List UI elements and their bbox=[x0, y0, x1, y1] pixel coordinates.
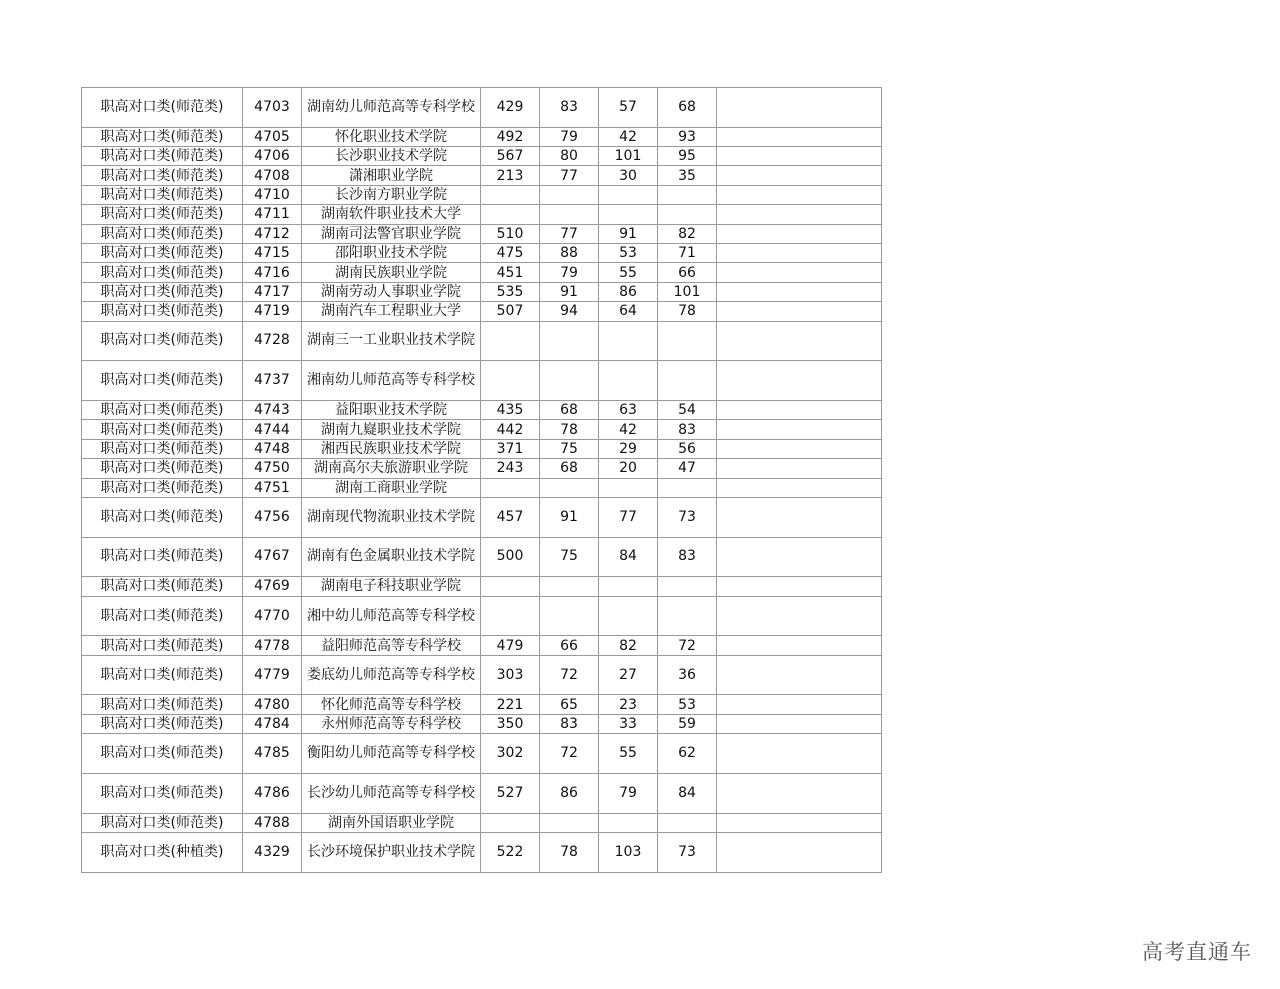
empty-cell bbox=[717, 88, 882, 128]
code-cell: 4748 bbox=[243, 439, 302, 458]
school-cell: 湖南汽车工程职业大学 bbox=[302, 302, 481, 321]
value-cell-3: 84 bbox=[599, 537, 658, 577]
value-cell-1: 302 bbox=[481, 734, 540, 774]
empty-cell bbox=[717, 478, 882, 497]
school-cell: 长沙职业技术学院 bbox=[302, 147, 481, 166]
category-cell: 职高对口类(师范类) bbox=[82, 224, 243, 243]
value-cell-1: 527 bbox=[481, 773, 540, 813]
value-cell-2 bbox=[540, 185, 599, 204]
table-row bbox=[82, 244, 882, 263]
value-cell-2: 79 bbox=[540, 127, 599, 146]
value-cell-2 bbox=[540, 596, 599, 636]
value-cell-3: 63 bbox=[599, 400, 658, 419]
value-cell-4: 73 bbox=[658, 833, 717, 873]
value-cell-2 bbox=[540, 205, 599, 224]
value-cell-3: 55 bbox=[599, 263, 658, 282]
school-cell: 娄底幼儿师范高等专科学校 bbox=[302, 655, 481, 695]
table-row bbox=[82, 813, 882, 832]
value-cell-3 bbox=[599, 478, 658, 497]
value-cell-3: 33 bbox=[599, 714, 658, 733]
code-cell: 4719 bbox=[243, 302, 302, 321]
table-row bbox=[82, 833, 882, 873]
code-cell: 4737 bbox=[243, 361, 302, 401]
value-cell-3: 64 bbox=[599, 302, 658, 321]
value-cell-3: 20 bbox=[599, 459, 658, 478]
code-cell: 4743 bbox=[243, 400, 302, 419]
code-cell: 4785 bbox=[243, 734, 302, 774]
empty-cell bbox=[717, 734, 882, 774]
value-cell-3: 42 bbox=[599, 420, 658, 439]
value-cell-2: 68 bbox=[540, 459, 599, 478]
value-cell-3: 23 bbox=[599, 695, 658, 714]
table-row bbox=[82, 205, 882, 224]
table-row bbox=[82, 147, 882, 166]
table-row bbox=[82, 127, 882, 146]
code-cell: 4715 bbox=[243, 244, 302, 263]
table-row bbox=[82, 439, 882, 458]
value-cell-4: 71 bbox=[658, 244, 717, 263]
value-cell-1 bbox=[481, 361, 540, 401]
value-cell-2 bbox=[540, 813, 599, 832]
empty-cell bbox=[717, 185, 882, 204]
table-row bbox=[82, 302, 882, 321]
value-cell-4: 95 bbox=[658, 147, 717, 166]
value-cell-1: 429 bbox=[481, 88, 540, 128]
value-cell-1 bbox=[481, 577, 540, 596]
table-row bbox=[82, 459, 882, 478]
value-cell-2: 91 bbox=[540, 282, 599, 301]
value-cell-1: 442 bbox=[481, 420, 540, 439]
value-cell-4 bbox=[658, 596, 717, 636]
code-cell: 4770 bbox=[243, 596, 302, 636]
value-cell-2: 78 bbox=[540, 833, 599, 873]
table-row bbox=[82, 400, 882, 419]
category-cell: 职高对口类(师范类) bbox=[82, 205, 243, 224]
value-cell-3: 55 bbox=[599, 734, 658, 774]
code-cell: 4778 bbox=[243, 636, 302, 655]
code-cell: 4705 bbox=[243, 127, 302, 146]
value-cell-1 bbox=[481, 813, 540, 832]
value-cell-4: 78 bbox=[658, 302, 717, 321]
code-cell: 4744 bbox=[243, 420, 302, 439]
empty-cell bbox=[717, 636, 882, 655]
empty-cell bbox=[717, 459, 882, 478]
category-cell: 职高对口类(师范类) bbox=[82, 127, 243, 146]
empty-cell bbox=[717, 166, 882, 185]
code-cell: 4710 bbox=[243, 185, 302, 204]
code-cell: 4780 bbox=[243, 695, 302, 714]
table-row bbox=[82, 478, 882, 497]
value-cell-3 bbox=[599, 321, 658, 361]
category-cell: 职高对口类(师范类) bbox=[82, 302, 243, 321]
category-cell: 职高对口类(师范类) bbox=[82, 361, 243, 401]
category-cell: 职高对口类(师范类) bbox=[82, 282, 243, 301]
empty-cell bbox=[717, 302, 882, 321]
empty-cell bbox=[717, 655, 882, 695]
value-cell-4 bbox=[658, 321, 717, 361]
school-cell: 长沙南方职业学院 bbox=[302, 185, 481, 204]
value-cell-4: 54 bbox=[658, 400, 717, 419]
value-cell-3: 29 bbox=[599, 439, 658, 458]
category-cell: 职高对口类(师范类) bbox=[82, 734, 243, 774]
value-cell-2: 79 bbox=[540, 263, 599, 282]
empty-cell bbox=[717, 695, 882, 714]
score-table bbox=[81, 87, 882, 873]
value-cell-2: 91 bbox=[540, 497, 599, 537]
category-cell: 职高对口类(师范类) bbox=[82, 577, 243, 596]
value-cell-2: 77 bbox=[540, 224, 599, 243]
value-cell-3: 91 bbox=[599, 224, 658, 243]
empty-cell bbox=[717, 263, 882, 282]
category-cell: 职高对口类(师范类) bbox=[82, 166, 243, 185]
value-cell-4: 72 bbox=[658, 636, 717, 655]
value-cell-1: 510 bbox=[481, 224, 540, 243]
value-cell-3: 86 bbox=[599, 282, 658, 301]
category-cell: 职高对口类(师范类) bbox=[82, 244, 243, 263]
code-cell: 4711 bbox=[243, 205, 302, 224]
school-cell: 益阳职业技术学院 bbox=[302, 400, 481, 419]
value-cell-3: 42 bbox=[599, 127, 658, 146]
table-row bbox=[82, 321, 882, 361]
school-cell: 湖南劳动人事职业学院 bbox=[302, 282, 481, 301]
value-cell-1: 435 bbox=[481, 400, 540, 419]
category-cell: 职高对口类(师范类) bbox=[82, 537, 243, 577]
value-cell-4: 73 bbox=[658, 497, 717, 537]
value-cell-1: 507 bbox=[481, 302, 540, 321]
value-cell-3: 30 bbox=[599, 166, 658, 185]
value-cell-2: 72 bbox=[540, 734, 599, 774]
school-cell: 永州师范高等专科学校 bbox=[302, 714, 481, 733]
school-cell: 湖南高尔夫旅游职业学院 bbox=[302, 459, 481, 478]
code-cell: 4708 bbox=[243, 166, 302, 185]
value-cell-4: 82 bbox=[658, 224, 717, 243]
value-cell-4: 35 bbox=[658, 166, 717, 185]
value-cell-4: 83 bbox=[658, 537, 717, 577]
category-cell: 职高对口类(师范类) bbox=[82, 459, 243, 478]
school-cell: 潇湘职业学院 bbox=[302, 166, 481, 185]
empty-cell bbox=[717, 537, 882, 577]
school-cell: 湖南工商职业学院 bbox=[302, 478, 481, 497]
value-cell-4 bbox=[658, 185, 717, 204]
value-cell-1: 567 bbox=[481, 147, 540, 166]
empty-cell bbox=[717, 127, 882, 146]
code-cell: 4703 bbox=[243, 88, 302, 128]
code-cell: 4712 bbox=[243, 224, 302, 243]
value-cell-2: 83 bbox=[540, 88, 599, 128]
table-row bbox=[82, 282, 882, 301]
school-cell: 湖南软件职业技术大学 bbox=[302, 205, 481, 224]
empty-cell bbox=[717, 420, 882, 439]
value-cell-4: 36 bbox=[658, 655, 717, 695]
value-cell-3: 77 bbox=[599, 497, 658, 537]
category-cell: 职高对口类(师范类) bbox=[82, 88, 243, 128]
category-cell: 职高对口类(师范类) bbox=[82, 147, 243, 166]
code-cell: 4784 bbox=[243, 714, 302, 733]
category-cell: 职高对口类(师范类) bbox=[82, 185, 243, 204]
category-cell: 职高对口类(师范类) bbox=[82, 420, 243, 439]
empty-cell bbox=[717, 224, 882, 243]
value-cell-1: 522 bbox=[481, 833, 540, 873]
value-cell-1: 535 bbox=[481, 282, 540, 301]
table-row bbox=[82, 714, 882, 733]
empty-cell bbox=[717, 205, 882, 224]
empty-cell bbox=[717, 361, 882, 401]
category-cell: 职高对口类(师范类) bbox=[82, 400, 243, 419]
table-row bbox=[82, 577, 882, 596]
value-cell-2: 83 bbox=[540, 714, 599, 733]
value-cell-1 bbox=[481, 478, 540, 497]
empty-cell bbox=[717, 244, 882, 263]
value-cell-3: 53 bbox=[599, 244, 658, 263]
table-row bbox=[82, 537, 882, 577]
category-cell: 职高对口类(师范类) bbox=[82, 773, 243, 813]
value-cell-2: 75 bbox=[540, 537, 599, 577]
value-cell-2: 78 bbox=[540, 420, 599, 439]
school-cell: 湖南电子科技职业学院 bbox=[302, 577, 481, 596]
value-cell-3: 79 bbox=[599, 773, 658, 813]
value-cell-3 bbox=[599, 577, 658, 596]
category-cell: 职高对口类(师范类) bbox=[82, 321, 243, 361]
value-cell-4 bbox=[658, 478, 717, 497]
value-cell-4: 56 bbox=[658, 439, 717, 458]
value-cell-1: 479 bbox=[481, 636, 540, 655]
empty-cell bbox=[717, 596, 882, 636]
code-cell: 4716 bbox=[243, 263, 302, 282]
school-cell: 益阳师范高等专科学校 bbox=[302, 636, 481, 655]
value-cell-4: 84 bbox=[658, 773, 717, 813]
empty-cell bbox=[717, 147, 882, 166]
table-row bbox=[82, 636, 882, 655]
value-cell-1: 371 bbox=[481, 439, 540, 458]
value-cell-3: 27 bbox=[599, 655, 658, 695]
category-cell: 职高对口类(师范类) bbox=[82, 695, 243, 714]
value-cell-3 bbox=[599, 813, 658, 832]
value-cell-4: 68 bbox=[658, 88, 717, 128]
empty-cell bbox=[717, 833, 882, 873]
value-cell-4: 59 bbox=[658, 714, 717, 733]
school-cell: 湖南外国语职业学院 bbox=[302, 813, 481, 832]
table-row bbox=[82, 695, 882, 714]
value-cell-1 bbox=[481, 321, 540, 361]
value-cell-2: 65 bbox=[540, 695, 599, 714]
code-cell: 4706 bbox=[243, 147, 302, 166]
code-cell: 4756 bbox=[243, 497, 302, 537]
value-cell-1: 492 bbox=[481, 127, 540, 146]
watermark-text: 高考直通车 bbox=[1142, 940, 1252, 964]
empty-cell bbox=[717, 439, 882, 458]
school-cell: 湘南幼儿师范高等专科学校 bbox=[302, 361, 481, 401]
value-cell-4: 101 bbox=[658, 282, 717, 301]
school-cell: 湖南司法警官职业学院 bbox=[302, 224, 481, 243]
school-cell: 湖南幼儿师范高等专科学校 bbox=[302, 88, 481, 128]
value-cell-2: 75 bbox=[540, 439, 599, 458]
value-cell-3 bbox=[599, 205, 658, 224]
table-row bbox=[82, 166, 882, 185]
value-cell-4: 47 bbox=[658, 459, 717, 478]
value-cell-3: 101 bbox=[599, 147, 658, 166]
empty-cell bbox=[717, 400, 882, 419]
value-cell-2 bbox=[540, 478, 599, 497]
empty-cell bbox=[717, 813, 882, 832]
value-cell-1: 213 bbox=[481, 166, 540, 185]
category-cell: 职高对口类(师范类) bbox=[82, 655, 243, 695]
value-cell-4 bbox=[658, 813, 717, 832]
code-cell: 4767 bbox=[243, 537, 302, 577]
value-cell-1: 243 bbox=[481, 459, 540, 478]
value-cell-2: 94 bbox=[540, 302, 599, 321]
table-row bbox=[82, 185, 882, 204]
value-cell-2: 80 bbox=[540, 147, 599, 166]
value-cell-1: 303 bbox=[481, 655, 540, 695]
empty-cell bbox=[717, 773, 882, 813]
value-cell-4: 62 bbox=[658, 734, 717, 774]
school-cell: 湖南民族职业学院 bbox=[302, 263, 481, 282]
value-cell-3 bbox=[599, 361, 658, 401]
school-cell: 湖南九嶷职业技术学院 bbox=[302, 420, 481, 439]
category-cell: 职高对口类(师范类) bbox=[82, 596, 243, 636]
value-cell-3: 82 bbox=[599, 636, 658, 655]
value-cell-3: 57 bbox=[599, 88, 658, 128]
school-cell: 湖南现代物流职业技术学院 bbox=[302, 497, 481, 537]
table-row bbox=[82, 773, 882, 813]
table-row bbox=[82, 88, 882, 128]
value-cell-2: 77 bbox=[540, 166, 599, 185]
category-cell: 职高对口类(师范类) bbox=[82, 714, 243, 733]
code-cell: 4786 bbox=[243, 773, 302, 813]
value-cell-1 bbox=[481, 596, 540, 636]
table-row bbox=[82, 497, 882, 537]
value-cell-1 bbox=[481, 185, 540, 204]
empty-cell bbox=[717, 282, 882, 301]
value-cell-1 bbox=[481, 205, 540, 224]
empty-cell bbox=[717, 577, 882, 596]
value-cell-1: 350 bbox=[481, 714, 540, 733]
school-cell: 长沙环境保护职业技术学院 bbox=[302, 833, 481, 873]
value-cell-2 bbox=[540, 361, 599, 401]
empty-cell bbox=[717, 714, 882, 733]
value-cell-1: 475 bbox=[481, 244, 540, 263]
category-cell: 职高对口类(师范类) bbox=[82, 263, 243, 282]
value-cell-4 bbox=[658, 205, 717, 224]
school-cell: 怀化师范高等专科学校 bbox=[302, 695, 481, 714]
code-cell: 4779 bbox=[243, 655, 302, 695]
value-cell-2: 66 bbox=[540, 636, 599, 655]
table-body bbox=[82, 88, 882, 873]
school-cell: 怀化职业技术学院 bbox=[302, 127, 481, 146]
school-cell: 长沙幼儿师范高等专科学校 bbox=[302, 773, 481, 813]
value-cell-1: 500 bbox=[481, 537, 540, 577]
code-cell: 4751 bbox=[243, 478, 302, 497]
empty-cell bbox=[717, 321, 882, 361]
value-cell-1: 457 bbox=[481, 497, 540, 537]
value-cell-2: 72 bbox=[540, 655, 599, 695]
school-cell: 湘西民族职业技术学院 bbox=[302, 439, 481, 458]
value-cell-4: 53 bbox=[658, 695, 717, 714]
school-cell: 邵阳职业技术学院 bbox=[302, 244, 481, 263]
table-row bbox=[82, 361, 882, 401]
table-row bbox=[82, 734, 882, 774]
table-row bbox=[82, 420, 882, 439]
table-row bbox=[82, 655, 882, 695]
school-cell: 湘中幼儿师范高等专科学校 bbox=[302, 596, 481, 636]
value-cell-4: 66 bbox=[658, 263, 717, 282]
category-cell: 职高对口类(师范类) bbox=[82, 439, 243, 458]
value-cell-4: 93 bbox=[658, 127, 717, 146]
empty-cell bbox=[717, 497, 882, 537]
code-cell: 4717 bbox=[243, 282, 302, 301]
value-cell-4 bbox=[658, 577, 717, 596]
school-cell: 湖南有色金属职业技术学院 bbox=[302, 537, 481, 577]
value-cell-1: 221 bbox=[481, 695, 540, 714]
category-cell: 职高对口类(师范类) bbox=[82, 497, 243, 537]
value-cell-2: 68 bbox=[540, 400, 599, 419]
category-cell: 职高对口类(师范类) bbox=[82, 813, 243, 832]
value-cell-3 bbox=[599, 185, 658, 204]
value-cell-3: 103 bbox=[599, 833, 658, 873]
value-cell-4 bbox=[658, 361, 717, 401]
value-cell-2 bbox=[540, 577, 599, 596]
value-cell-3 bbox=[599, 596, 658, 636]
code-cell: 4769 bbox=[243, 577, 302, 596]
code-cell: 4329 bbox=[243, 833, 302, 873]
table-row bbox=[82, 263, 882, 282]
category-cell: 职高对口类(师范类) bbox=[82, 636, 243, 655]
value-cell-2: 88 bbox=[540, 244, 599, 263]
school-cell: 湖南三一工业职业技术学院 bbox=[302, 321, 481, 361]
table-row bbox=[82, 596, 882, 636]
category-cell: 职高对口类(师范类) bbox=[82, 478, 243, 497]
value-cell-1: 451 bbox=[481, 263, 540, 282]
value-cell-2 bbox=[540, 321, 599, 361]
table-row bbox=[82, 224, 882, 243]
code-cell: 4750 bbox=[243, 459, 302, 478]
code-cell: 4728 bbox=[243, 321, 302, 361]
school-cell: 衡阳幼儿师范高等专科学校 bbox=[302, 734, 481, 774]
category-cell: 职高对口类(种植类) bbox=[82, 833, 243, 873]
code-cell: 4788 bbox=[243, 813, 302, 832]
value-cell-2: 86 bbox=[540, 773, 599, 813]
value-cell-4: 83 bbox=[658, 420, 717, 439]
